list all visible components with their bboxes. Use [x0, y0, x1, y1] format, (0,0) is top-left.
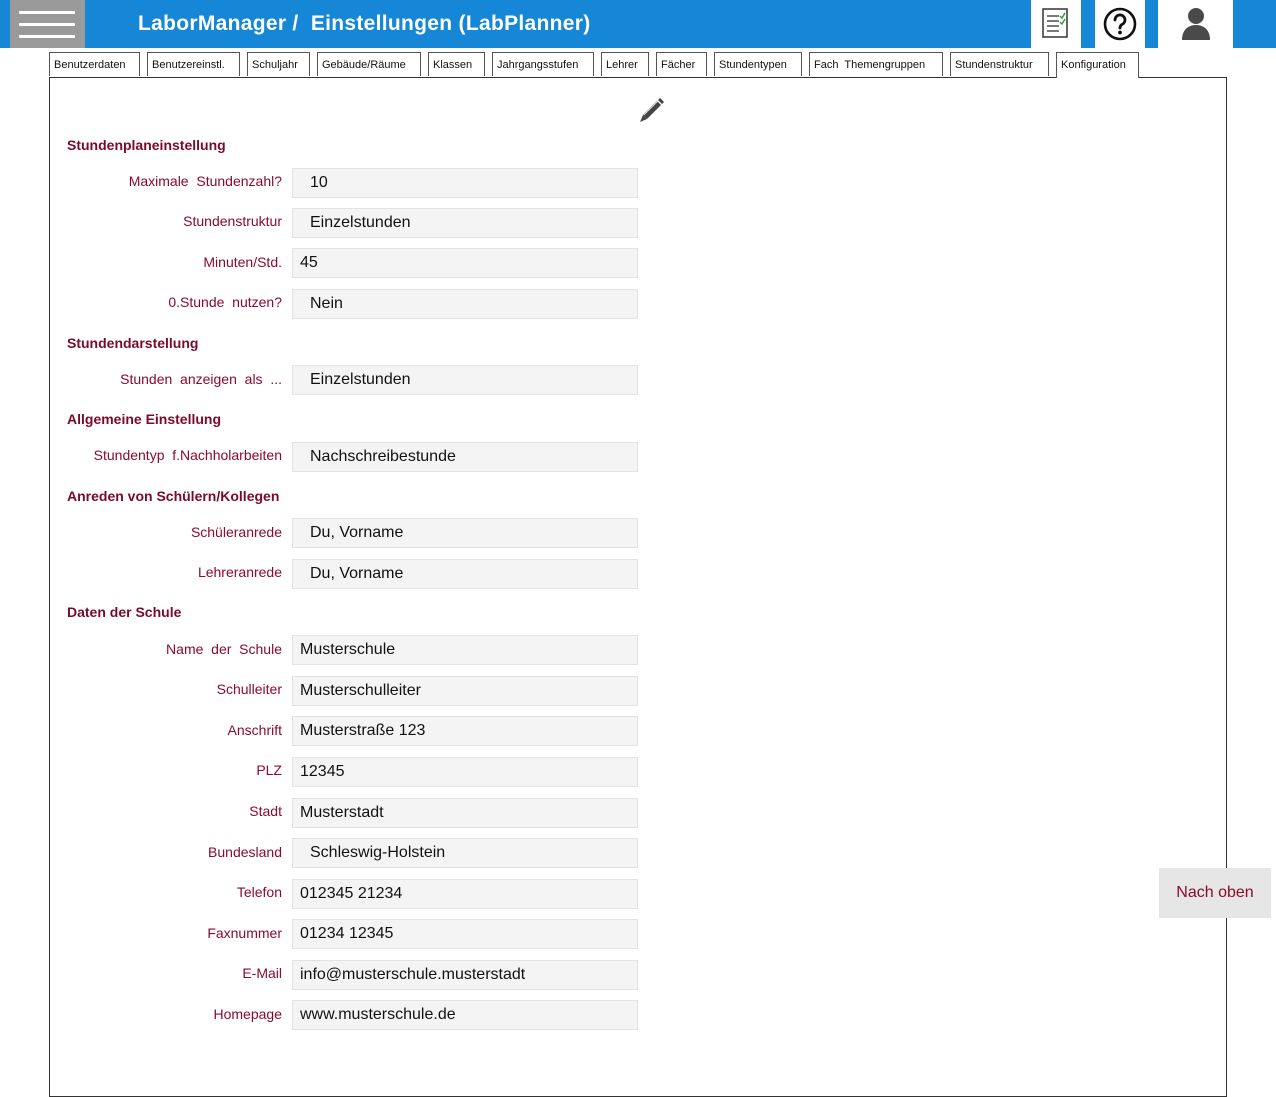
select-schueleranrede[interactable]: Du, Vorname — [292, 518, 638, 548]
tab-benutzereinstellungen[interactable]: Benutzereinstl. — [147, 52, 240, 76]
input-name-schule[interactable]: Musterschule — [292, 635, 638, 665]
tab-fach-themengruppen[interactable]: Fach Themengruppen — [809, 52, 943, 76]
user-button[interactable] — [1158, 0, 1233, 48]
user-icon — [1181, 6, 1211, 42]
settings-tabs — [49, 52, 1227, 78]
label-stadt: Stadt — [249, 803, 282, 819]
tab-klassen[interactable]: Klassen — [428, 52, 485, 76]
label-schueleranrede: Schüleranrede — [190, 524, 282, 540]
menu-icon-line — [19, 35, 75, 38]
checklist-icon — [1041, 8, 1071, 40]
tab-gebaeude-raeume[interactable]: Gebäude/Räume — [317, 52, 421, 76]
input-anschrift[interactable]: Musterstraße 123 — [292, 716, 638, 746]
section-allgemeine-einstellung: Allgemeine Einstellung — [67, 411, 222, 427]
select-stundenstruktur[interactable]: Einzelstunden — [292, 208, 638, 238]
label-email: E-Mail — [242, 965, 282, 981]
input-faxnummer[interactable]: 01234 12345 — [292, 919, 638, 949]
tab-schuljahr[interactable]: Schuljahr — [247, 52, 310, 76]
page-title: LaborManager / Einstellungen (LabPlanner) — [138, 12, 591, 35]
input-minuten[interactable]: 45 — [292, 248, 638, 278]
tab-konfiguration[interactable]: Konfiguration — [1056, 52, 1139, 78]
select-nachholarbeiten[interactable]: Nachschreibestunde — [292, 442, 638, 472]
pencil-edit-icon[interactable] — [637, 94, 667, 124]
label-stundenstruktur: Stundenstruktur — [183, 213, 282, 229]
select-lehreranrede[interactable]: Du, Vorname — [292, 559, 638, 589]
label-name-schule: Name der Schule — [166, 641, 282, 657]
label-stunden-anzeigen-als: Stunden anzeigen als ... — [120, 371, 282, 387]
menu-icon-line — [19, 11, 75, 14]
menu-button[interactable] — [10, 0, 85, 48]
label-plz: PLZ — [256, 762, 282, 778]
select-max-stundenzahl[interactable]: 10 — [292, 168, 638, 198]
tab-faecher[interactable]: Fächer — [656, 52, 707, 76]
label-minuten: Minuten/Std. — [203, 254, 282, 270]
back-to-top-button[interactable]: Nach oben — [1159, 868, 1271, 918]
label-lehreranrede: Lehreranrede — [197, 564, 282, 580]
top-bar — [0, 0, 1276, 48]
menu-icon-line — [19, 23, 75, 26]
label-nullte-stunde: 0.Stunde nutzen? — [168, 294, 282, 310]
label-anschrift: Anschrift — [227, 722, 282, 738]
tab-stundenstruktur[interactable]: Stundenstruktur — [950, 52, 1049, 76]
label-max-stundenzahl: Maximale Stundenzahl? — [128, 173, 282, 189]
tab-stundentypen[interactable]: Stundentypen — [714, 52, 802, 76]
select-bundesland[interactable]: Schleswig-Holstein — [292, 838, 638, 868]
input-telefon[interactable]: 012345 21234 — [292, 879, 638, 909]
tab-lehrer[interactable]: Lehrer — [601, 52, 649, 76]
select-stunden-anzeigen-als[interactable]: Einzelstunden — [292, 365, 638, 395]
label-homepage: Homepage — [213, 1006, 282, 1022]
label-telefon: Telefon — [236, 884, 282, 900]
input-homepage[interactable]: www.musterschule.de — [292, 1000, 638, 1030]
tab-jahrgangsstufen[interactable]: Jahrgangsstufen — [492, 52, 594, 76]
input-schulleiter[interactable]: Musterschulleiter — [292, 676, 638, 706]
section-stundendarstellung: Stundendarstellung — [67, 335, 199, 351]
input-email[interactable]: info@musterschule.musterstadt — [292, 960, 638, 990]
checklist-button[interactable] — [1031, 0, 1081, 48]
select-nullte-stunde[interactable]: Nein — [292, 289, 638, 319]
configuration-panel — [49, 77, 1227, 1097]
label-nachholarbeiten: Stundentyp f.Nachholarbeiten — [93, 447, 282, 463]
help-icon — [1102, 6, 1138, 42]
tab-benutzerdaten[interactable]: Benutzerdaten — [49, 52, 140, 76]
help-button[interactable] — [1095, 0, 1145, 48]
section-stundenplaneinstellung: Stundenplaneinstellung — [67, 137, 226, 153]
section-daten-der-schule: Daten der Schule — [67, 604, 182, 620]
label-schulleiter: Schulleiter — [216, 681, 282, 697]
input-stadt[interactable]: Musterstadt — [292, 798, 638, 828]
input-plz[interactable]: 12345 — [292, 757, 638, 787]
label-bundesland: Bundesland — [208, 844, 282, 860]
section-anreden: Anreden von Schülern/Kollegen — [67, 488, 280, 504]
label-faxnummer: Faxnummer — [207, 925, 282, 941]
